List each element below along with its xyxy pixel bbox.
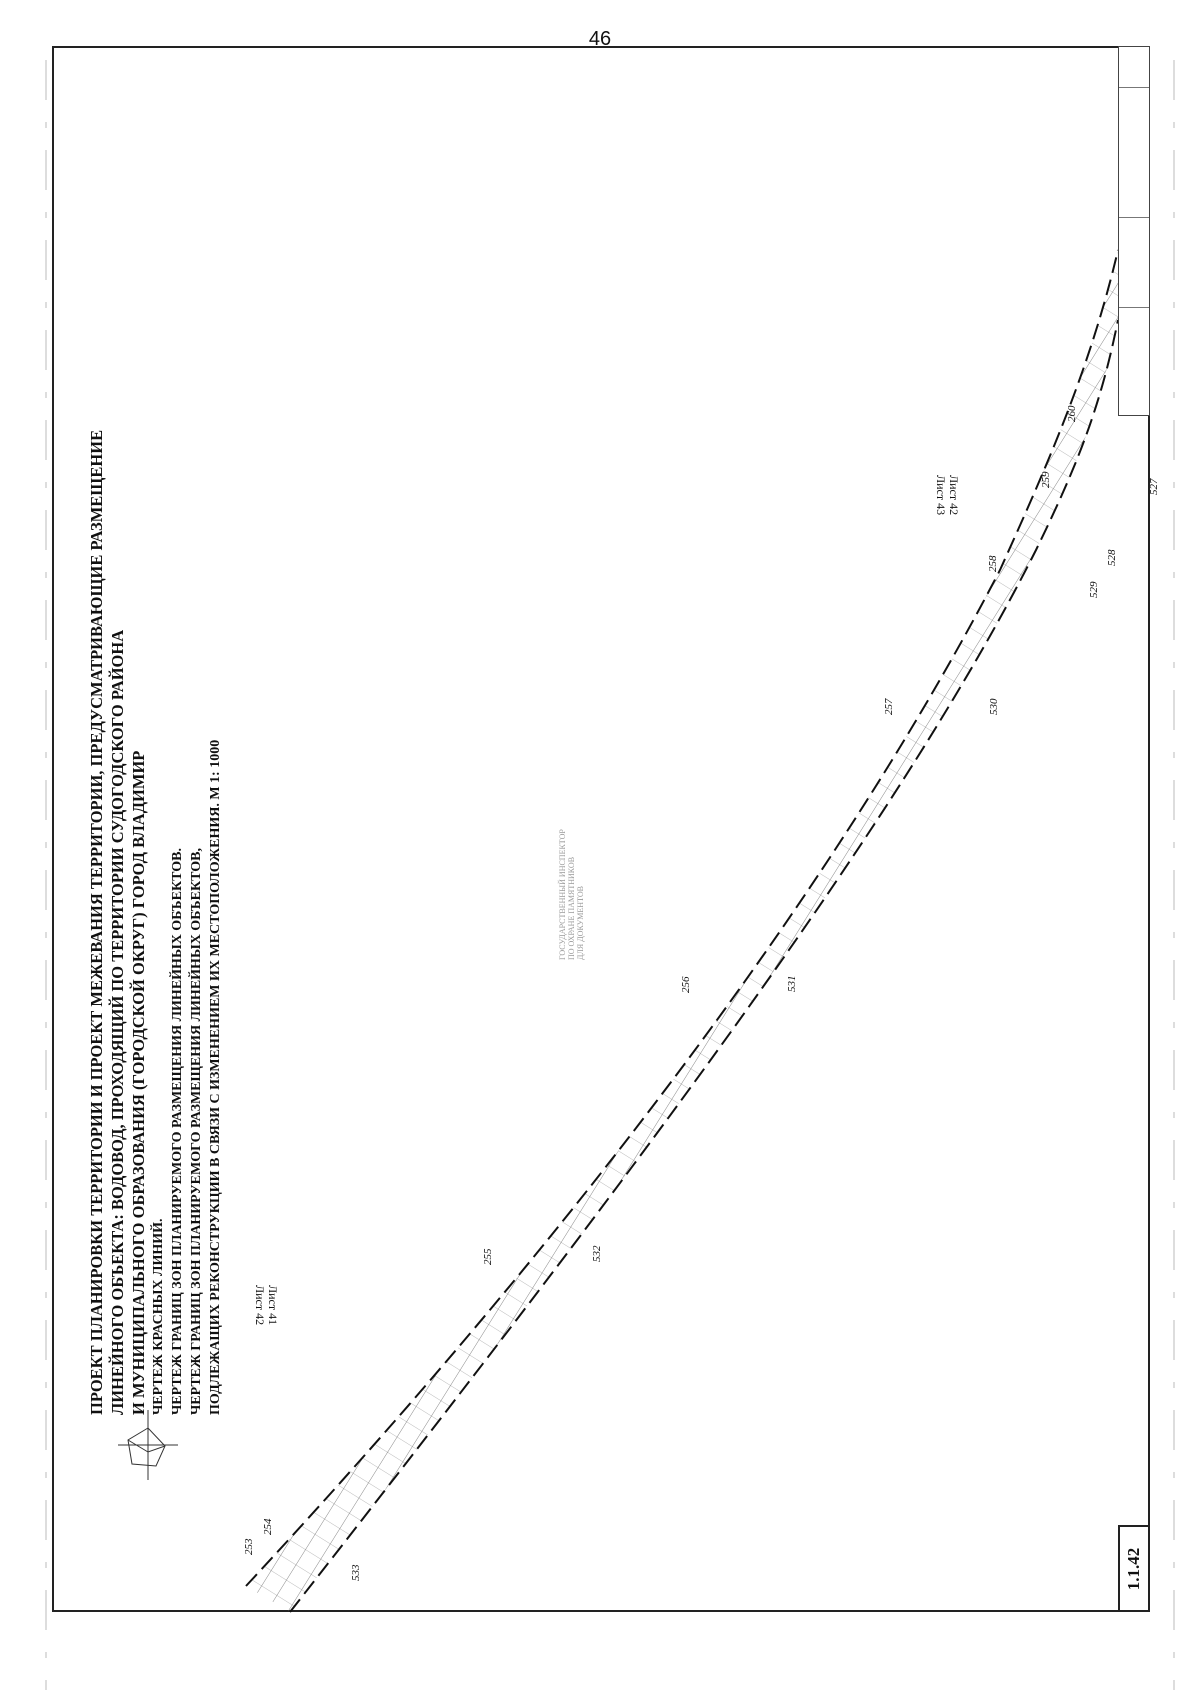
subtitle-line: ЧЕРТЕЖ ГРАНИЦ ЗОН ПЛАНИРУЕМОГО РАЗМЕЩЕНИЯ ЛИНЕЙНЫХ ОБЪЕКТОВ. xyxy=(170,848,185,1415)
point-label: 533 xyxy=(350,1564,362,1581)
upper-boundary-line xyxy=(246,250,1118,1586)
point-label: 529 xyxy=(1088,581,1100,598)
corridor-zone xyxy=(246,250,1118,1612)
north-arrow-icon xyxy=(118,1410,178,1480)
page-number: 46 xyxy=(588,28,612,50)
sheet-code-box xyxy=(1118,1525,1150,1612)
stamp-line: ДЛЯ ДОКУМЕНТОВ xyxy=(576,886,585,960)
point-label: 258 xyxy=(987,555,999,572)
stamp-line: ГОСУДАРСТВЕННЫЙ ИНСПЕКТОР xyxy=(558,829,567,960)
point-label: 528 xyxy=(1106,549,1118,566)
point-label: 532 xyxy=(591,1245,603,1262)
approval-stamp xyxy=(558,829,585,960)
point-label: 531 xyxy=(786,975,798,992)
subtitle-line: ЧЕРТЕЖ ГРАНИЦ ЗОН ПЛАНИРУЕМОГО РАЗМЕЩЕНИЯ ЛИНЕЙНЫХ ОБЪЕКТОВ, xyxy=(189,848,204,1415)
subtitle-line: ПОДЛЕЖАЩИХ РЕКОНСТРУКЦИИ В СВЯЗИ С ИЗМЕНЕНИЕМ ИХ МЕСТОПОЛОЖЕНИЯ. М 1: 1000 xyxy=(208,739,223,1415)
title-line: И МУНИЦИПАЛЬНОГО ОБРАЗОВАНИЯ (ГОРОДСКОЙ ОКРУГ) ГОРОД ВЛАДИМИР xyxy=(129,750,148,1415)
stamp-line: ПО ОХРАНЕ ПАМЯТНИКОВ xyxy=(567,856,576,960)
point-label: 527 xyxy=(1148,478,1160,495)
point-label: 259 xyxy=(1040,471,1052,488)
sheet-ref-upper xyxy=(934,475,960,515)
stamp-cell xyxy=(1119,87,1149,218)
sheet-ref-label: Лист 42 xyxy=(947,475,961,516)
sheet-ref-label: Лист 41 xyxy=(266,1285,280,1326)
point-label: 254 xyxy=(262,1518,274,1535)
sheet-code: 1.1.42 xyxy=(1124,1547,1143,1590)
point-label: 256 xyxy=(680,976,692,993)
sheet-ref-label: Лист 42 xyxy=(253,1285,267,1326)
point-label: 260 xyxy=(1066,405,1078,422)
point-label: 530 xyxy=(988,698,1000,715)
point-label: 257 xyxy=(883,698,895,715)
stamp-cell xyxy=(1119,217,1149,308)
subtitle-line: ЧЕРТЕЖ КРАСНЫХ ЛИНИЙ. xyxy=(151,1218,166,1415)
title-line: ПРОЕКТ ПЛАНИРОВКИ ТЕРРИТОРИИ И ПРОЕКТ МЕЖЕВАНИЯ ТЕРРИТОРИИ, ПРЕДУСМАТРИВАЮЩИЕ РАЗМЕЩЕНИЕ xyxy=(87,429,106,1415)
stamp-cell xyxy=(1119,47,1149,88)
title-block-heading xyxy=(86,430,225,1415)
sheet-ref-label: Лист 43 xyxy=(934,475,948,516)
point-label: 255 xyxy=(482,1248,494,1265)
sheet-ref-lower xyxy=(253,1285,279,1325)
point-label: 253 xyxy=(243,1538,255,1555)
stamp-cell xyxy=(1119,307,1149,417)
title-block-stamp xyxy=(1118,46,1150,416)
title-line: ЛИНЕЙНОГО ОБЪЕКТА: ВОДОВОД, ПРОХОДЯЩИЙ ПО ТЕРРИТОРИИ СУДОГОДСКОГО РАЙОНА xyxy=(108,629,127,1415)
